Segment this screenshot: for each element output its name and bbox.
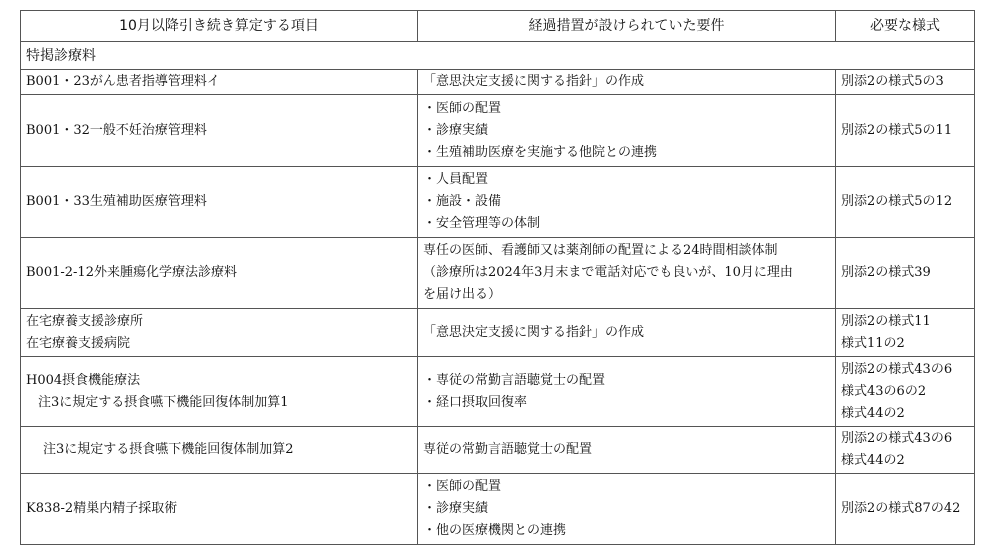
item-line: 注3に規定する摂食嚥下機能回復体制加算2 [43,442,294,457]
form-cell [836,427,975,474]
item-cell [21,309,418,357]
requirement-line: ・他の医療機関との連携 [423,523,567,538]
item-cell [21,474,418,545]
item-cell [21,95,418,167]
item-cell [21,427,418,474]
item-line: B001・32一般不妊治療管理料 [26,122,207,138]
item-line: B001・23がん患者指導管理料イ [26,74,220,89]
table-row [21,238,975,309]
requirements-table [20,10,975,545]
form-line: 別添2の様式5の12 [841,194,953,209]
requirement-cell [418,70,836,95]
category-row [21,42,975,70]
requirement-cell [418,238,836,309]
item-line: B001・33生殖補助医療管理料 [26,194,207,209]
form-line: 別添2の様式87の42 [841,501,961,516]
table-row [21,474,975,545]
requirement-line: 専従の常勤言語聴覚士の配置 [423,442,593,457]
category-label: 特掲診療料 [21,42,975,70]
item-line: 注3に規定する摂食嚥下機能回復体制加算1 [38,394,289,410]
form-cell [836,70,975,95]
item-line: 在宅療養支援病院 [26,335,131,351]
form-cell [836,95,975,167]
requirement-line: ・人員配置 [423,172,489,187]
form-line: 別添2の様式5の3 [841,74,944,89]
item-line: H004摂食機能療法 [26,372,141,388]
form-cell [836,474,975,545]
header-form: 必要な様式 [836,11,975,42]
requirement-cell [418,427,836,474]
table-row [21,309,975,357]
table-row [21,167,975,238]
item-line: K838-2精巣内精子採取術 [26,501,178,516]
table-row [21,357,975,427]
requirement-line: ・診療実績 [423,501,489,516]
table-row [21,427,975,474]
form-cell [836,167,975,238]
form-line: 様式44の2 [841,405,905,421]
requirement-line: ・生殖補助医療を実施する他院との連携 [423,144,658,160]
requirement-line: ・専従の常勤言語聴覚士の配置 [423,372,606,388]
form-line: 別添2の様式5の11 [841,122,953,138]
item-line: 在宅療養支援診療所 [26,313,144,329]
item-cell [21,357,418,427]
requirement-line: ・医師の配置 [423,479,502,494]
table-row [21,95,975,167]
header-requirement: 経過措置が設けられていた要件 [418,11,836,42]
requirement-line: ・医師の配置 [423,100,502,116]
form-line: 別添2の様式43の6 [841,361,953,377]
requirement-line: 「意思決定支援に関する指針」の作成 [423,324,645,340]
requirement-line: （診療所は2024年3月末まで電話対応でも良いが、10月に理由 [423,265,793,280]
form-cell [836,309,975,357]
requirement-cell [418,309,836,357]
requirement-cell [418,474,836,545]
form-line: 様式11の2 [841,335,905,351]
requirement-line: 「意思決定支援に関する指針」の作成 [423,74,645,89]
table-row [21,70,975,95]
requirement-line: を届け出る） [423,287,502,302]
requirement-line: ・経口摂取回復率 [423,394,528,410]
form-line: 様式44の2 [841,453,905,468]
form-line: 別添2の様式11 [841,313,931,329]
header-row [21,11,975,42]
requirement-cell [418,357,836,427]
item-cell [21,167,418,238]
item-cell [21,70,418,95]
requirement-line: ・施設・設備 [423,194,502,209]
form-line: 別添2の様式39 [841,265,931,280]
form-line: 別添2の様式43の6 [841,431,953,446]
form-cell [836,357,975,427]
requirement-cell [418,95,836,167]
requirement-line: 専任の医師、看護師又は薬剤師の配置による24時間相談体制 [423,243,778,258]
requirement-line: ・診療実績 [423,122,489,138]
requirement-line: ・安全管理等の体制 [423,216,541,231]
form-cell [836,238,975,309]
item-line: B001-2-12外来腫瘍化学療法診療料 [26,265,237,280]
item-cell [21,238,418,309]
form-line: 様式43の6の2 [841,383,927,399]
requirement-cell [418,167,836,238]
header-item: 10月以降引き続き算定する項目 [21,11,418,42]
